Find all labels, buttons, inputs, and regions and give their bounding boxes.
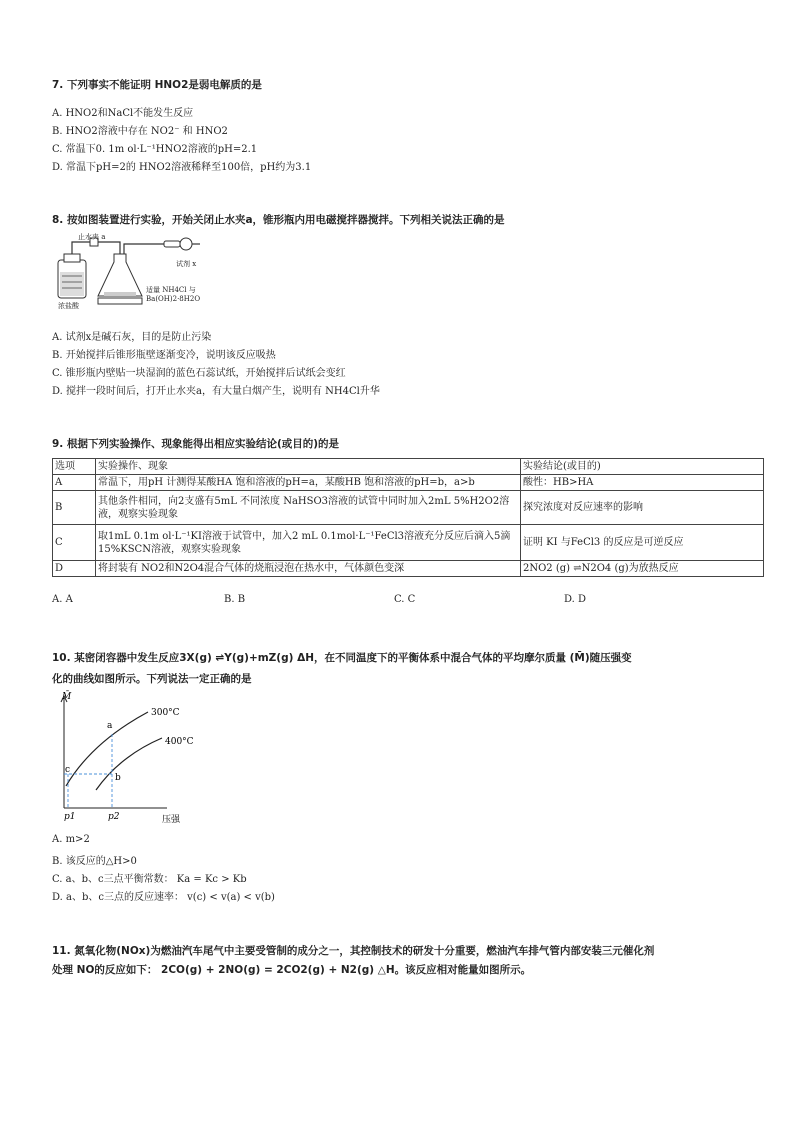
row-b-option: B bbox=[53, 491, 96, 525]
q9-experiment-table bbox=[52, 458, 764, 577]
q9-choice-a: A. A bbox=[52, 594, 73, 605]
q11-line1: 11. 氮氧化物(NOx)为燃油汽车尾气中主要受管制的成分之一，其控制技术的研发十分重要，燃油汽车排气管内部安装三元催化剂 bbox=[52, 945, 655, 957]
row-d-operation: 将封装有 NO2和N2O4混合气体的烧瓶浸泡在热水中，气体颜色变深 bbox=[96, 561, 521, 577]
row-b-operation: 其他条件相同，向2支盛有5mL 不同浓度 NaHSO3溶液的试管中同时加入2mL 5%H2O2溶液，观察实验现象 bbox=[96, 491, 521, 525]
table-header-row bbox=[53, 459, 764, 475]
reagent-label: 试剂 x bbox=[176, 260, 197, 268]
q7-option-b: B. HNO2溶液中存在 NO2⁻ 和 HNO2 bbox=[52, 126, 228, 137]
row-a-conclusion: 酸性：HB>HA bbox=[521, 475, 764, 491]
table-row bbox=[53, 525, 764, 561]
row-c-conclusion: 证明 KI 与FeCl3 的反应是可逆反应 bbox=[521, 525, 764, 561]
q10-title-line2: 化的曲线如图所示。下列说法一定正确的是 bbox=[52, 673, 252, 685]
x-axis-label: 压强 bbox=[162, 815, 181, 825]
q9-title: 9. 根据下列实验操作、现象能得出相应实验结论(或目的)的是 bbox=[52, 438, 340, 450]
point-c-label: c bbox=[65, 765, 71, 775]
q11-line2: 处理 NO的反应如下： 2CO(g) + 2NO(g) = 2CO2(g) + N2(g) △H。该反应相对能量如图所示。 bbox=[52, 964, 532, 976]
x-tick-p1: p1 bbox=[64, 812, 76, 822]
clamp-label: 止水夹 a bbox=[78, 233, 106, 241]
q7-title: 7. 下列事实不能证明 HNO2是弱电解质的是 bbox=[52, 79, 262, 91]
header-conclusion: 实验结论(或目的) bbox=[521, 459, 764, 475]
mixture-label-1: 适量 NH4Cl 与 bbox=[146, 286, 196, 294]
q7-option-c: C. 常温下0. 1m ol·L⁻¹HNO2溶液的pH=2.1 bbox=[52, 144, 258, 155]
q7-option-a: A. HNO2和NaCl不能发生反应 bbox=[52, 108, 194, 119]
q10-option-d: D. a、b、c三点的反应速率： v(c) < v(a) < v(b) bbox=[52, 892, 275, 903]
q8-apparatus-figure bbox=[52, 230, 232, 310]
q8-option-a: A. 试剂x是碱石灰，目的是防止污染 bbox=[52, 332, 212, 343]
table-row bbox=[53, 475, 764, 491]
row-b-conclusion: 探究浓度对反应速率的影响 bbox=[521, 491, 764, 525]
row-c-operation: 取1mL 0.1m ol·L⁻¹KI溶液于试管中，加入2 mL 0.1mol·L⁻¹FeCl3溶液充分反应后滴入5滴15%KSCN溶液，观察实验现象 bbox=[96, 525, 521, 561]
q10-option-c: C. a、b、c三点平衡常数： Ka = Kc > Kb bbox=[52, 874, 247, 885]
mixture-label-2: Ba(OH)2·8H2O bbox=[146, 295, 201, 303]
row-a-operation: 常温下，用pH 计测得某酸HA 饱和溶液的pH=a，某酸HB 饱和溶液的pH=b，a>b bbox=[96, 475, 521, 491]
series-400c-label: 400°C bbox=[165, 737, 194, 747]
table-row bbox=[53, 491, 764, 525]
q10-option-b: B. 该反应的△H>0 bbox=[52, 856, 137, 867]
series-400c-line bbox=[96, 738, 162, 790]
point-a-label: a bbox=[107, 721, 113, 731]
acid-label: 浓盐酸 bbox=[58, 302, 79, 310]
point-b-label: b bbox=[115, 773, 121, 783]
header-option: 选项 bbox=[53, 459, 96, 475]
header-operation: 实验操作、现象 bbox=[96, 459, 521, 475]
y-axis-label: M̄ bbox=[62, 692, 72, 702]
q10-title-line1: 10. 某密闭容器中发生反应3X(g) ⇌Y(g)+mZ(g) ΔH，在不同温度下的平衡体系中混合气体的平均摩尔质量 (M̄)随压强变 bbox=[52, 652, 632, 664]
series-300c-label: 300°C bbox=[151, 708, 180, 718]
q8-option-c: C. 锥形瓶内壁贴一块湿润的蓝色石蕊试纸，开始搅拌后试纸会变红 bbox=[52, 368, 346, 379]
q8-title: 8. 按如图装置进行实验，开始关闭止水夹a，锥形瓶内用电磁搅拌器搅拌。下列相关说法正确的是 bbox=[52, 214, 505, 226]
table-row bbox=[53, 561, 764, 577]
q9-choice-b: B. B bbox=[224, 594, 246, 605]
row-a-option: A bbox=[53, 475, 96, 491]
x-tick-p2: p2 bbox=[108, 812, 120, 822]
q9-choice-d: D. D bbox=[564, 594, 587, 605]
q8-option-b: B. 开始搅拌后锥形瓶壁逐渐变冷，说明该反应吸热 bbox=[52, 350, 276, 361]
row-d-option: D bbox=[53, 561, 96, 577]
q7-option-d: D. 常温下pH=2的 HNO2溶液稀释至100倍，pH约为3.1 bbox=[52, 162, 312, 173]
row-c-option: C bbox=[53, 525, 96, 561]
q8-option-d: D. 搅拌一段时间后，打开止水夹a，有大量白烟产生，说明有 NH4Cl升华 bbox=[52, 386, 380, 397]
row-d-conclusion: 2NO2 (g) ⇌N2O4 (g)为放热反应 bbox=[521, 561, 764, 577]
q10-chart bbox=[52, 690, 222, 826]
q10-option-a: A. m>2 bbox=[52, 834, 90, 845]
q9-choice-c: C. C bbox=[394, 594, 416, 605]
